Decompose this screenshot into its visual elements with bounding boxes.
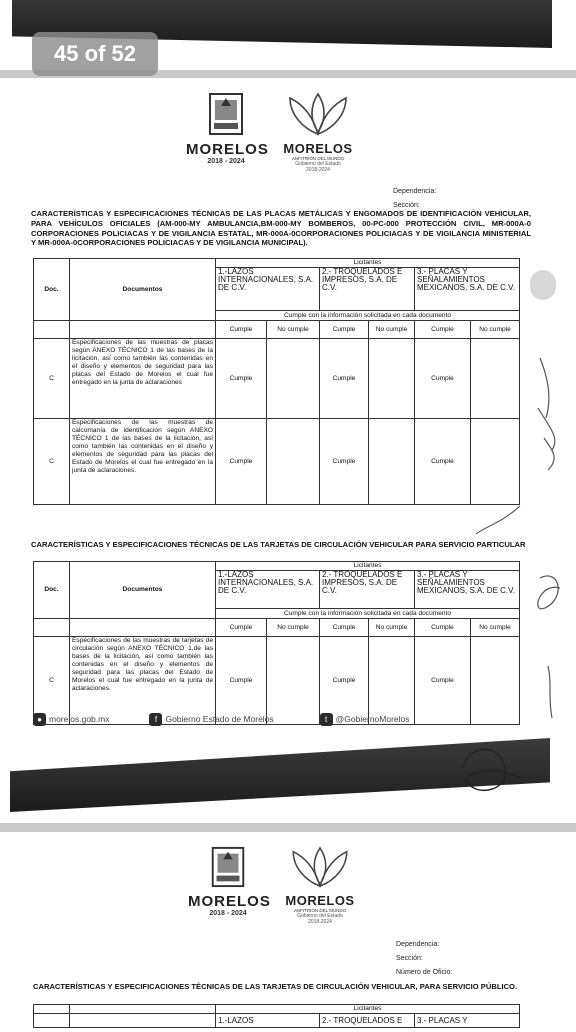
brand-title: MORELOS bbox=[285, 893, 355, 908]
row-result-2: Cumple bbox=[320, 339, 369, 419]
meta-seccion: Sección: bbox=[396, 955, 423, 962]
cumple-info-header: Cumple con la información solicitada en cada documento bbox=[216, 609, 520, 619]
bidder-2-name: 2.- TROQUELADOS E IMPRESOS, S.A. DE C.V. bbox=[320, 268, 415, 311]
logo-title: MORELOS bbox=[186, 141, 269, 158]
bidder-2-name: 2.- TROQUELADOS E bbox=[320, 1014, 415, 1028]
meta-dependencia: Dependencia: bbox=[393, 188, 437, 195]
brand-small-1: Gobierno del Estado bbox=[297, 913, 343, 919]
licitantes-header: Licitantes bbox=[216, 259, 520, 268]
meta-seccion: Sección: bbox=[393, 202, 420, 209]
footer-facebook[interactable]: Gobierno Estado de Morelos bbox=[165, 714, 274, 724]
brand-logo bbox=[280, 846, 360, 925]
row-result-3: Cumple bbox=[415, 637, 471, 725]
brand-subtitle: ANFITRIÓN DEL MUNDO bbox=[291, 156, 345, 161]
col-doc-header: Doc. bbox=[34, 562, 70, 619]
meta-oficio: Número de Oficio: bbox=[396, 969, 453, 976]
evaluation-table-cards bbox=[33, 561, 520, 725]
next-document-page bbox=[0, 832, 576, 1032]
footer-band bbox=[10, 738, 550, 812]
row-result-2: Cumple bbox=[320, 419, 369, 505]
col-nocumple-1: No cumple bbox=[267, 619, 320, 637]
table-row bbox=[34, 419, 520, 505]
col-cumple-3: Cumple bbox=[415, 619, 471, 637]
section-heading-cards: CARACTERÍSTICAS Y ESPECIFICACIONES TÉCNICAS DE LAS TARJETAS DE CIRCULACIÓN VEHICULAR PARA SERVICIO PARTICULAR bbox=[31, 540, 526, 549]
brand-subtitle: ANFITRIÓN DEL MUNDO bbox=[293, 908, 347, 913]
row-result-1: Cumple bbox=[216, 419, 267, 505]
bidder-3-name: 3.- PLACAS Y SEÑALAMIENTOS MEXICANOS, S.A. DE C.V. bbox=[415, 571, 520, 609]
row-description: Especificaciones de las muestras de calcomanía de identificación según ANEXO TÉCNICO 1 de las bases de la licitación, así como también las contenidas en el diseño y elementos de seguridad para las placas del Estado de Morelos el cual fue entregado en la junta de aclaraciones. bbox=[70, 419, 216, 505]
bidder-1-name: 1.-LAZOS INTERNACIONALES, S.A. DE C.V. bbox=[216, 571, 320, 609]
footer-website[interactable]: morelos.gob.mx bbox=[49, 714, 110, 724]
bidder-1-name: 1.-LAZOS bbox=[216, 1014, 320, 1028]
row-doc: C bbox=[34, 637, 70, 725]
row-result-1: Cumple bbox=[216, 339, 267, 419]
seal-icon bbox=[208, 92, 244, 136]
bidder-2-name: 2.- TROQUELADOS E IMPRESOS, S.A. DE C.V. bbox=[320, 571, 415, 609]
logo-years: 2018 - 2024 bbox=[209, 910, 247, 917]
lotus-icon bbox=[282, 92, 354, 136]
col-nocumple-2: No cumple bbox=[369, 619, 415, 637]
row-result-3: Cumple bbox=[415, 339, 471, 419]
page-footer bbox=[33, 709, 503, 729]
row-result-1: Cumple bbox=[216, 637, 267, 725]
licitantes-header: Licitantes bbox=[216, 562, 520, 571]
section-heading-public-cards: CARACTERÍSTICAS Y ESPECIFICACIONES TÉCNICAS DE LAS TARJETAS DE CIRCULACIÓN VEHICULAR, PARA SERVICIO PÚBLICO. bbox=[33, 982, 518, 991]
row-description: Especificaciones de las muestras de placas según ANEXO TÉCNICO 1 de las bases de la licitación, así como también las contenidas en el diseño y elementos de seguridad para las placas del Estado de Morelos el cual fue entregado en la junta de aclaraciones bbox=[70, 339, 216, 419]
licitantes-header: Licitantes bbox=[216, 1005, 520, 1014]
col-nocumple-3: No cumple bbox=[471, 321, 520, 339]
document-page bbox=[0, 78, 576, 823]
bidder-1-name: 1.-LAZOS INTERNACIONALES, S.A. DE C.V. bbox=[216, 268, 320, 311]
facebook-icon: f bbox=[149, 713, 162, 726]
meta-dependencia: Dependencia: bbox=[396, 941, 440, 948]
col-documentos-header: Documentos bbox=[70, 259, 216, 321]
brand-small-1: Gobierno del Estado bbox=[295, 161, 341, 167]
col-doc-header: Doc. bbox=[34, 259, 70, 321]
col-cumple-3: Cumple bbox=[415, 321, 471, 339]
col-documentos-header: Documentos bbox=[70, 562, 216, 619]
evaluation-table-plates bbox=[33, 258, 520, 505]
col-cumple-1: Cumple bbox=[216, 619, 267, 637]
col-nocumple-3: No cumple bbox=[471, 619, 520, 637]
footer-twitter[interactable]: @GobiernoMorelos bbox=[335, 714, 410, 724]
evaluation-table-public bbox=[33, 1004, 520, 1028]
table-row bbox=[34, 339, 520, 419]
cumple-info-header: Cumple con la información solicitada en cada documento bbox=[216, 311, 520, 321]
col-cumple-2: Cumple bbox=[320, 321, 369, 339]
bidder-3-name: 3.- PLACAS Y SEÑALAMIENTOS MEXICANOS, S.A. DE C.V. bbox=[415, 268, 520, 311]
row-result-2: Cumple bbox=[320, 637, 369, 725]
lotus-icon bbox=[284, 846, 356, 888]
logo-title: MORELOS bbox=[188, 893, 271, 910]
page-counter: 45 of 52 bbox=[32, 32, 158, 76]
brand-small-2: 2018-2024 bbox=[308, 919, 332, 925]
logo-years: 2018 - 2024 bbox=[207, 158, 245, 165]
scroll-handle[interactable] bbox=[530, 270, 556, 300]
brand-title: MORELOS bbox=[283, 141, 353, 156]
brand-logo bbox=[278, 92, 358, 173]
brand-small-2: 2018-2024 bbox=[306, 167, 330, 173]
row-doc: C bbox=[34, 339, 70, 419]
state-seal-logo bbox=[186, 92, 269, 165]
section-heading-plates: CARACTERÍSTICAS Y ESPECIFICACIONES TÉCNICAS DE LAS PLACAS METÁLICAS Y ENGOMADOS DE IDENTIFICACIÓN VEHICULAR, PARA VEHÍCULOS OFICIALES (AM-000-MY AMBULANCIA,BM-000-MY BOMBEROS, 00-PC-000 PROTECCIÓN CIVIL, MR-000A-0 CORPORACIONES POLICIACAS Y DE VIGILANCIA ESTATAL, MR-000A-0CORPORACIONES POLICIACAS Y DE VIGILANCIA MINISTERIAL Y MR-000A-0CORPORACIONES POLICIACAS Y DE VIGILANCIA MUNICIPAL). bbox=[31, 209, 531, 248]
col-nocumple-1: No cumple bbox=[267, 321, 320, 339]
bidder-3-name: 3.- PLACAS Y bbox=[415, 1014, 520, 1028]
row-description: Especificaciones de las muestras de tarjetas de circulación según ANEXO TÉCNICO 1.de las bases de la licitación, así como también las contenidas en el diseño y elementos de seguridad para las placas del Estado de Morelos el cual fue entregado en la junta de aclaraciones. bbox=[70, 637, 216, 725]
twitter-icon: t bbox=[320, 713, 333, 726]
seal-icon bbox=[210, 846, 246, 888]
row-result-3: Cumple bbox=[415, 419, 471, 505]
col-nocumple-2: No cumple bbox=[369, 321, 415, 339]
col-cumple-2: Cumple bbox=[320, 619, 369, 637]
state-seal-logo bbox=[188, 846, 271, 917]
col-cumple-1: Cumple bbox=[216, 321, 267, 339]
row-doc: C bbox=[34, 419, 70, 505]
globe-icon: ● bbox=[33, 713, 46, 726]
